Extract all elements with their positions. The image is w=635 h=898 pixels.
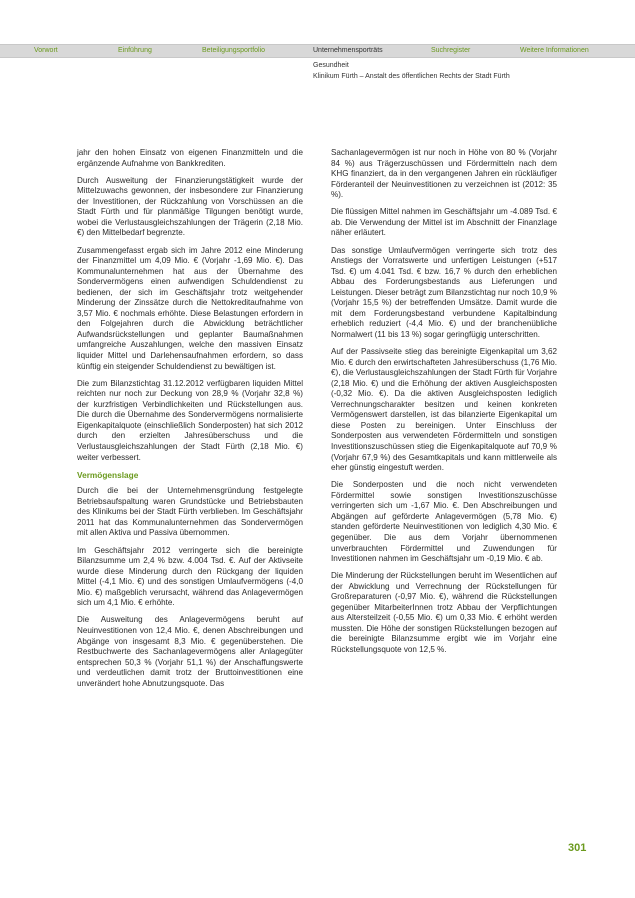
- nav-item-vorwort[interactable]: Vorwort: [34, 47, 58, 54]
- paragraph: Auf der Passivseite stieg das bereinigte Eigenkapital um 3,62 Mio. € durch den erwirtschafteten Jahresüberschuss (1,76 Mio. €), die Verlustausgleichszahlungen der Stadt Fürth für Vorjahre (2,18 Mio. €) und die Erhöhung der aktiven Ausgleichsposten (-0,32 Mio. €). Da die aktiven Ausgleichsposten lediglich Verrechnungscharakter besitzen und keinen konkreten Vermögenswert darstellen, ist das bilanzierte Eigenkapital um diese Posten zu bereinigen. Unter Einschluss der Sonderposten aus verwendeten Fördermitteln und sonstigen Investitionszuschüssen stieg die Eigenkapitalquote auf 70,9 % (Vorjahr 67,9 %) des Gesamtkapitals und kann mittlerweile als eher günstig eingestuft werden.: [331, 347, 557, 473]
- paragraph: Das sonstige Umlaufvermögen verringerte sich trotz des Anstiegs der Vorratswerte und unfertigen Leistungen (+517 Tsd. €) um 4.041 Tsd. € bzw. 16,7 % durch den erheblichen Abbau des Forderungsbestands aus Lieferungen und Leistungen. Dieser beträgt zum Bilanzstichtag nur noch 10,9 % (Vorjahr 15,5 %) der betreffenden Umsätze. Damit wurde die mit dem Forderungsbestand verbundene Kapitalbindung erheblich reduziert (-4,4 Mio. €) und der branchenübliche Normalwert (11 bis 13 %) sogar geringfügig unterschritten.: [331, 245, 557, 339]
- paragraph: Im Geschäftsjahr 2012 verringerte sich die bereinigte Bilanzsumme um 2,4 % bzw. 4.004 Tsd. €. Auf der Aktivseite wurde diese Minderung durch den Rückgang der liquiden Mittel (-4,1 Mio. €) und des sonstigen Umlaufvermögens (-4,0 Mio. €) maßgeblich verursacht, während das Anlagevermögen sich um 4,1 Mio. € erhöhte.: [77, 545, 303, 608]
- company-label: Klinikum Fürth – Anstalt des öffentlichen Rechts der Stadt Fürth: [313, 73, 510, 80]
- right-text-column: [331, 148, 557, 662]
- top-navigation-bar: [0, 44, 635, 58]
- paragraph: Sachanlagevermögen ist nur noch in Höhe von 80 % (Vorjahr 84 %) aus Trägerzuschüssen und Fördermitteln nach dem KHG finanziert, da in den vergangenen Jahren ein rückläufiger Förderanteil der Neuinvestitionen zu verzeichnen ist (2012: 35 %).: [331, 148, 557, 200]
- nav-item-beteiligungsportfolio[interactable]: Beteiligungsportfolio: [202, 47, 266, 54]
- nav-item-suchregister[interactable]: Suchregister: [431, 47, 471, 54]
- nav-item-weitere-informationen[interactable]: Weitere Informationen: [520, 47, 589, 54]
- section-label: Gesundheit: [313, 62, 349, 69]
- paragraph: Durch die bei der Unternehmensgründung festgelegte Betriebsaufspaltung waren Grundstücke und Betriebsbauten des Klinikums bei der Stadt Fürth verblieben. Im Geschäftsjahr 2011 hat das Kommunalunternehmen das Sondervermögen mit allen Aktiva und Passiva übernommen.: [77, 486, 303, 538]
- nav-item-unternehmensportraets[interactable]: Unternehmensporträts: [313, 47, 383, 54]
- page-number: 301: [568, 842, 587, 854]
- paragraph: Durch Ausweitung der Finanzierungstätigkeit wurde der Mittelzuwachs gewonnen, der insbesondere zur Finanzierung der Investitionen, der Rückzahlung von Vorschüssen an die Stadt Fürth und für planmäßige Tilgungen benötigt wurde, wobei die Verlustausgleichszahlungen der Trägerin (2,18 Mio. €) den Mittelbedarf begrenzte.: [77, 175, 303, 238]
- section-heading-vermoegenslage: Vermögenslage: [77, 469, 139, 480]
- paragraph: Die Minderung der Rückstellungen beruht im Wesentlichen auf der Abwicklung und Verrechnung der Rückstellungen für Großreparaturen (-0,97 Mio. €), während die Rückstellungen gegenüber MitarbeiterInnen trotz Abbau der Verpflichtungen aus Altersteilzeit (-0,55 Mio. €) um 0,33 Mio. € erhöht werden mussten. Die Höhe der sonstigen Rückstellungen bezogen auf die bereinigte Bilanzsumme ergibt wie im Vorjahr eine Rückstellungsquote von 12,5 %.: [331, 571, 557, 655]
- nav-item-einfuehrung[interactable]: Einführung: [118, 47, 152, 54]
- left-text-column: [77, 148, 303, 696]
- paragraph: Die flüssigen Mittel nahmen im Geschäftsjahr um -4.089 Tsd. € ab. Die Verwendung der Mittel ist im Abschnitt der Finanzlage näher erläutert.: [331, 207, 557, 238]
- paragraph: jahr den hohen Einsatz von eigenen Finanzmitteln und die ergänzende Aufnahme von Bankkrediten.: [77, 148, 303, 168]
- paragraph: Die Ausweitung des Anlagevermögens beruht auf Neuinvestitionen von 12,4 Mio. €, denen Abschreibungen und Abgänge von insgesamt 8,3 Mio. € gegenüberstehen. Die Restbuchwerte des Sachanlagevermögens aller Anlagegüter entsprechen 50,3 % (Vorjahr 51,1 %) der Anschaffungswerte und verdeutlichen damit trotz der Bruttoinvestitionen eine unverändert hohe Abnutzungsquote. Das: [77, 615, 303, 688]
- paragraph: Zusammengefasst ergab sich im Jahre 2012 eine Minderung der Finanzmittel um 4,09 Mio. € (Vorjahr -1,69 Mio. €). Das Kommunalunternehmen hat aus der Übernahme des Sondervermögens einen aufwendigen Schuldendienst zu bedienen, der sich im Geschäftsjahr trotz weitgehender Minderung der Zinssätze durch die Nettokreditaufnahme von 3,57 Mio. € nochmals erhöhte. Diese Belastungen erfordern in den Folgejahren durch die Abwicklung beträchtlicher Aufwandsrückstellungen und geplanter Baumaßnahmen umfangreiche Auszahlungen, welche den massiven Einsatz liquider Mittel und Darlehensaufnahmen erfordern, so dass künftig ein steigender Schuldendienst zu bewältigen ist.: [77, 245, 303, 371]
- paragraph: Die Sonderposten und die noch nicht verwendeten Fördermittel sowie sonstigen Investitionszuschüsse verringerten sich um -1,67 Mio. €. Den Abschreibungen und Abgängen auf geförderte Anlagevermögen (5,78 Mio. €) standen geförderte Neuinvestitionen von lediglich 4,30 Mio. € gegenüber. Die aus dem Vorjahr übernommenen unverbrauchten Fördermittel und Zuwendungen für Investitionen nahmen im Geschäftsjahr um -0,19 Mio. € ab.: [331, 480, 557, 564]
- paragraph: Die zum Bilanzstichtag 31.12.2012 verfügbaren liquiden Mittel reichten nur noch zur Deckung von 28,9 % (Vorjahr 32,8 %) der kurzfristigen Verbindlichkeiten und Rückstellungen aus. Die durch die Übernahme des Sondervermögens normalisierte Eigenkapitalquote (einschließlich Sonderposten) hat sich 2012 durch den erzielten Jahresüberschuss und die Verlustausgleichszahlungen der Stadt Fürth (2,18 Mio. €) weiter verbessert.: [77, 378, 303, 462]
